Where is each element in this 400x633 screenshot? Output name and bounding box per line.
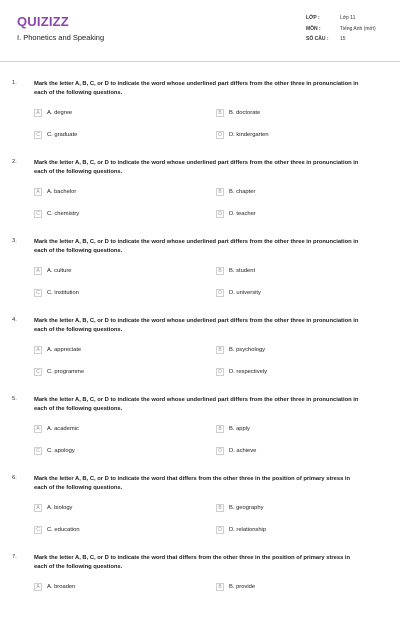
option-text: A. degree bbox=[47, 110, 73, 116]
option-text: C. apology bbox=[47, 448, 75, 454]
option-letter-box: B bbox=[216, 109, 224, 117]
option-text: D. university bbox=[229, 290, 261, 296]
option-text: B. chapter bbox=[229, 189, 256, 195]
option-letter-box: A bbox=[34, 346, 42, 354]
option-letter-box: B bbox=[216, 425, 224, 433]
meta-label: SỐ CÂU : bbox=[306, 36, 329, 42]
option-text: A. bachelor bbox=[47, 189, 77, 195]
option-letter-box: C bbox=[34, 447, 42, 455]
meta-row-class bbox=[306, 14, 392, 23]
option-a[interactable] bbox=[34, 346, 81, 354]
question-number: 3. bbox=[12, 238, 17, 244]
option-text: D. achieve bbox=[229, 448, 257, 454]
question-number: 4. bbox=[12, 317, 17, 323]
page-title: I. Phonetics and Speaking bbox=[17, 33, 105, 42]
option-letter-box: C bbox=[34, 289, 42, 297]
option-a[interactable] bbox=[34, 267, 72, 275]
option-b[interactable] bbox=[216, 346, 265, 354]
option-text: C. education bbox=[47, 527, 80, 533]
question-text: Mark the letter A, B, C, or D to indicate the word whose underlined part differs from the other three in pronunciation in each of the following questions. bbox=[34, 160, 359, 175]
question-3 bbox=[0, 238, 400, 317]
option-letter-box: A bbox=[34, 109, 42, 117]
question-number: 2. bbox=[12, 159, 17, 165]
meta-row-subject bbox=[306, 25, 392, 34]
option-text: C. chemistry bbox=[47, 211, 80, 217]
question-1 bbox=[0, 80, 400, 159]
option-d[interactable] bbox=[216, 289, 261, 297]
option-letter-box: A bbox=[34, 583, 42, 591]
option-letter-box: D bbox=[216, 447, 224, 455]
question-2 bbox=[0, 159, 400, 238]
meta-value: 15 bbox=[340, 36, 346, 42]
option-text: D. relationship bbox=[229, 527, 267, 533]
question-5 bbox=[0, 396, 400, 475]
option-text: A. academic bbox=[47, 426, 79, 432]
option-c[interactable] bbox=[34, 210, 79, 218]
option-c[interactable] bbox=[34, 447, 75, 455]
option-letter-box: D bbox=[216, 526, 224, 534]
option-b[interactable] bbox=[216, 109, 260, 117]
option-letter-box: A bbox=[34, 188, 42, 196]
option-a[interactable] bbox=[34, 425, 79, 433]
option-text: A. appreciate bbox=[47, 347, 82, 353]
option-letter-box: C bbox=[34, 526, 42, 534]
question-text: Mark the letter A, B, C, or D to indicate the word whose underlined part differs from the other three in pronunciation in each of the following questions. bbox=[34, 239, 359, 254]
option-b[interactable] bbox=[216, 583, 255, 591]
meta-value: Lớp 11 bbox=[340, 15, 356, 21]
option-text: D. teacher bbox=[229, 211, 256, 217]
option-d[interactable] bbox=[216, 210, 256, 218]
question-4 bbox=[0, 317, 400, 396]
option-letter-box: C bbox=[34, 210, 42, 218]
question-number: 7. bbox=[12, 554, 17, 560]
header-divider bbox=[0, 61, 400, 62]
option-text: B. provide bbox=[229, 584, 256, 590]
meta-label: LỚP : bbox=[306, 15, 320, 21]
option-letter-box: D bbox=[216, 210, 224, 218]
option-letter-box: D bbox=[216, 368, 224, 376]
option-c[interactable] bbox=[34, 131, 77, 139]
option-a[interactable] bbox=[34, 109, 72, 117]
option-text: D. kindergarten bbox=[229, 132, 269, 138]
worksheet-meta bbox=[306, 14, 392, 46]
option-b[interactable] bbox=[216, 267, 255, 275]
question-number: 5. bbox=[12, 396, 17, 402]
question-text: Mark the letter A, B, C, or D to indicate the word whose underlined part differs from the other three in pronunciation in each of the following questions. bbox=[34, 81, 359, 96]
option-d[interactable] bbox=[216, 447, 256, 455]
option-a[interactable] bbox=[34, 188, 76, 196]
meta-value: Tiếng Anh (mới) bbox=[340, 25, 376, 32]
option-text: C. institution bbox=[47, 290, 79, 296]
question-list bbox=[0, 80, 400, 633]
meta-label: MÔN : bbox=[306, 25, 321, 32]
option-b[interactable] bbox=[216, 504, 263, 512]
option-a[interactable] bbox=[34, 504, 72, 512]
question-text: Mark the letter A, B, C, or D to indicate the word whose underlined part differs from the other three in pronunciation in each of the following questions. bbox=[34, 397, 359, 412]
option-letter-box: B bbox=[216, 346, 224, 354]
option-letter-box: D bbox=[216, 289, 224, 297]
option-letter-box: A bbox=[34, 504, 42, 512]
meta-row-question-count bbox=[306, 35, 392, 44]
option-text: C. graduate bbox=[47, 132, 78, 138]
option-text: B. psychology bbox=[229, 347, 266, 353]
question-text: Mark the letter A, B, C, or D to indicate the word that differs from the other three in the position of primary stress in each of the following questions. bbox=[34, 555, 351, 570]
option-letter-box: C bbox=[34, 131, 42, 139]
option-text: D. respectively bbox=[229, 369, 268, 375]
option-c[interactable] bbox=[34, 526, 80, 534]
question-text: Mark the letter A, B, C, or D to indicate the word whose underlined part differs from the other three in pronunciation in each of the following questions. bbox=[34, 318, 359, 333]
option-text: B. geography bbox=[229, 505, 264, 511]
option-text: A. culture bbox=[47, 268, 72, 274]
option-b[interactable] bbox=[216, 425, 250, 433]
option-text: A. biology bbox=[47, 505, 73, 511]
option-d[interactable] bbox=[216, 131, 269, 139]
option-letter-box: B bbox=[216, 504, 224, 512]
question-text: Mark the letter A, B, C, or D to indicate the word that differs from the other three in the position of primary stress in each of the following questions. bbox=[34, 476, 351, 491]
option-text: B. doctorate bbox=[229, 110, 261, 116]
option-letter-box: A bbox=[34, 267, 42, 275]
question-6 bbox=[0, 475, 400, 554]
option-letter-box: B bbox=[216, 188, 224, 196]
option-text: C. programme bbox=[47, 369, 85, 375]
option-text: B. apply bbox=[229, 426, 250, 432]
option-text: B. student bbox=[229, 268, 256, 274]
question-number: 1. bbox=[12, 80, 17, 86]
option-d[interactable] bbox=[216, 368, 267, 376]
option-d[interactable] bbox=[216, 526, 266, 534]
option-letter-box: B bbox=[216, 583, 224, 591]
quizizz-logo: QUIZIZZ bbox=[17, 14, 69, 29]
option-letter-box: C bbox=[34, 368, 42, 376]
option-c[interactable] bbox=[34, 289, 79, 297]
option-letter-box: B bbox=[216, 267, 224, 275]
option-letter-box: D bbox=[216, 131, 224, 139]
question-number: 6. bbox=[12, 475, 17, 481]
option-letter-box: A bbox=[34, 425, 42, 433]
option-b[interactable] bbox=[216, 188, 255, 196]
question-7 bbox=[0, 554, 400, 633]
option-a[interactable] bbox=[34, 583, 75, 591]
option-c[interactable] bbox=[34, 368, 84, 376]
option-text: A. broaden bbox=[47, 584, 76, 590]
